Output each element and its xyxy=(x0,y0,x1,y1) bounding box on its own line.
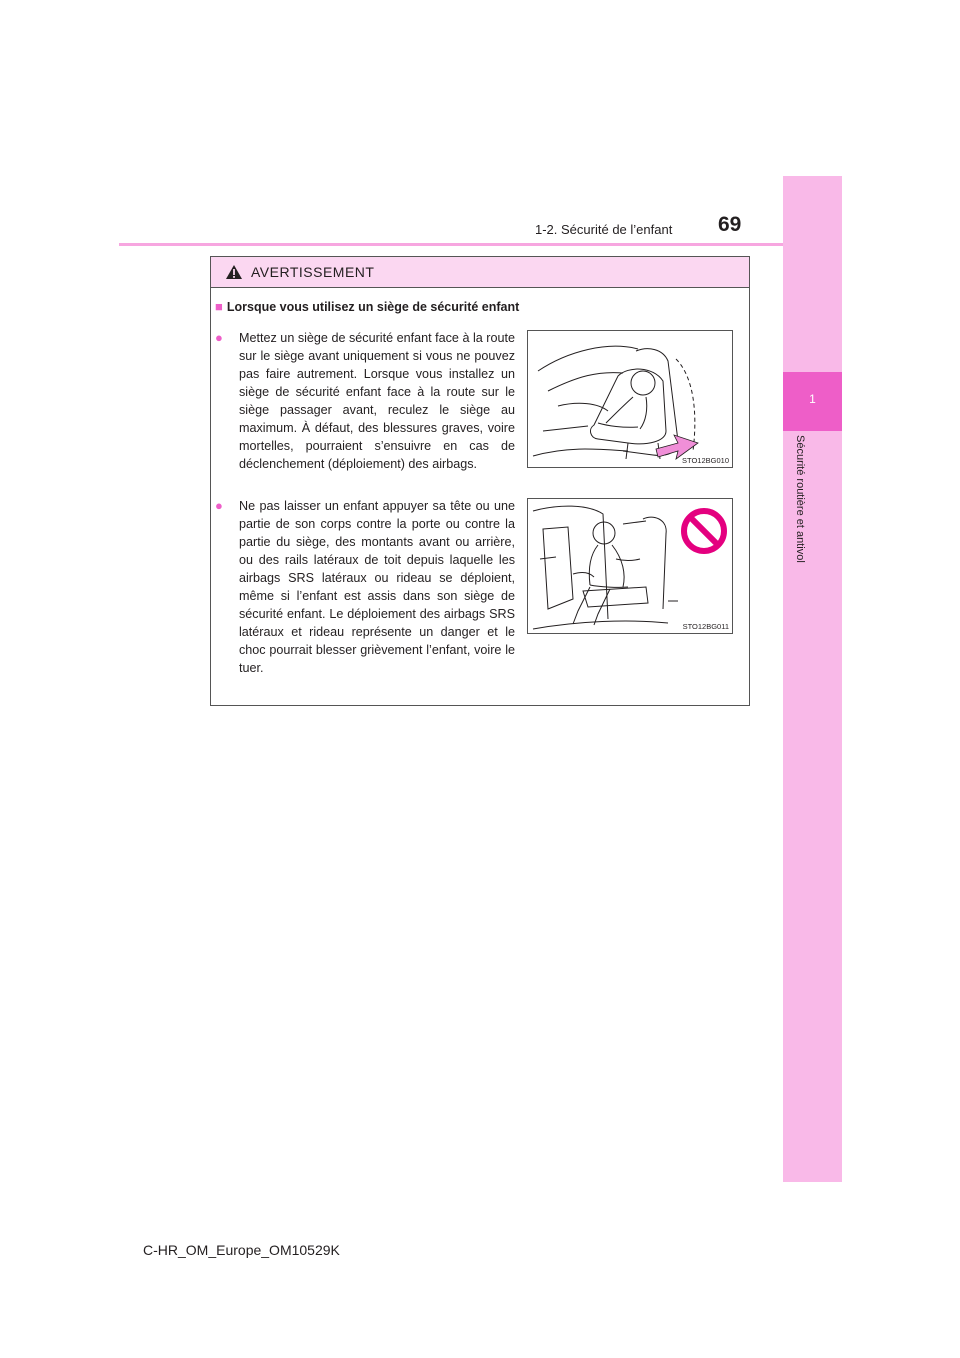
bullet-text: Mettez un siège de sécurité enfant face à la route sur le siège avant uniquement si vous ne pouvez pas faire autrement. Lorsque vous installez un siège de sécurité enfant face à la route sur le siège passager avant, reculez le siège au maximum. À défaut, des blessures graves, voire mortelles, pourraient s’ensuivre en cas de déclenchement (déploiement) des airbags. xyxy=(239,331,515,471)
page-number: 69 xyxy=(718,213,742,236)
warning-bullet xyxy=(215,497,515,677)
circle-bullet-icon: ● xyxy=(215,330,223,345)
side-tab xyxy=(783,176,842,1182)
section-title: 1-2. Sécurité de l’enfant xyxy=(535,222,673,237)
header-rule xyxy=(119,243,783,246)
circle-bullet-icon: ● xyxy=(215,498,223,513)
figure-code: STO12BG011 xyxy=(682,622,729,631)
square-bullet-icon: ■ xyxy=(215,299,223,314)
side-tab-title: Sécurité routière et antivol xyxy=(794,435,806,563)
figure-code: STO12BG010 xyxy=(682,456,729,465)
warning-header xyxy=(211,257,749,288)
prohibition-icon xyxy=(680,507,728,555)
warning-bullet xyxy=(215,329,515,473)
warning-title: AVERTISSEMENT xyxy=(251,264,375,280)
front-seat-illustration-icon xyxy=(528,331,732,467)
sub-heading-text: Lorsque vous utilisez un siège de sécurité enfant xyxy=(226,300,520,314)
figure-child-leaning-door xyxy=(527,498,733,634)
document-code: C-HR_OM_Europe_OM10529K xyxy=(143,1242,340,1258)
warning-triangle-icon xyxy=(225,264,243,280)
warning-box xyxy=(210,256,750,706)
figure-front-seat-child-seat xyxy=(527,330,733,468)
warning-sub-heading xyxy=(215,299,519,314)
side-tab-number: 1 xyxy=(809,392,816,406)
bullet-text: Ne pas laisser un enfant appuyer sa tête ou une partie de son corps contre la porte ou contre la partie du siège, des montants avant ou arrière, ou des rails latéraux de toit depuis laquelle les airbags SRS latéraux ou rideau se déploient, même si l’enfant est assis dans son siège de sécurité enfant. Le déploiement des airbags SRS latéraux et rideau représente un danger et le choc pourrait blesser grièvement l’enfant, voire le tuer. xyxy=(239,499,515,675)
